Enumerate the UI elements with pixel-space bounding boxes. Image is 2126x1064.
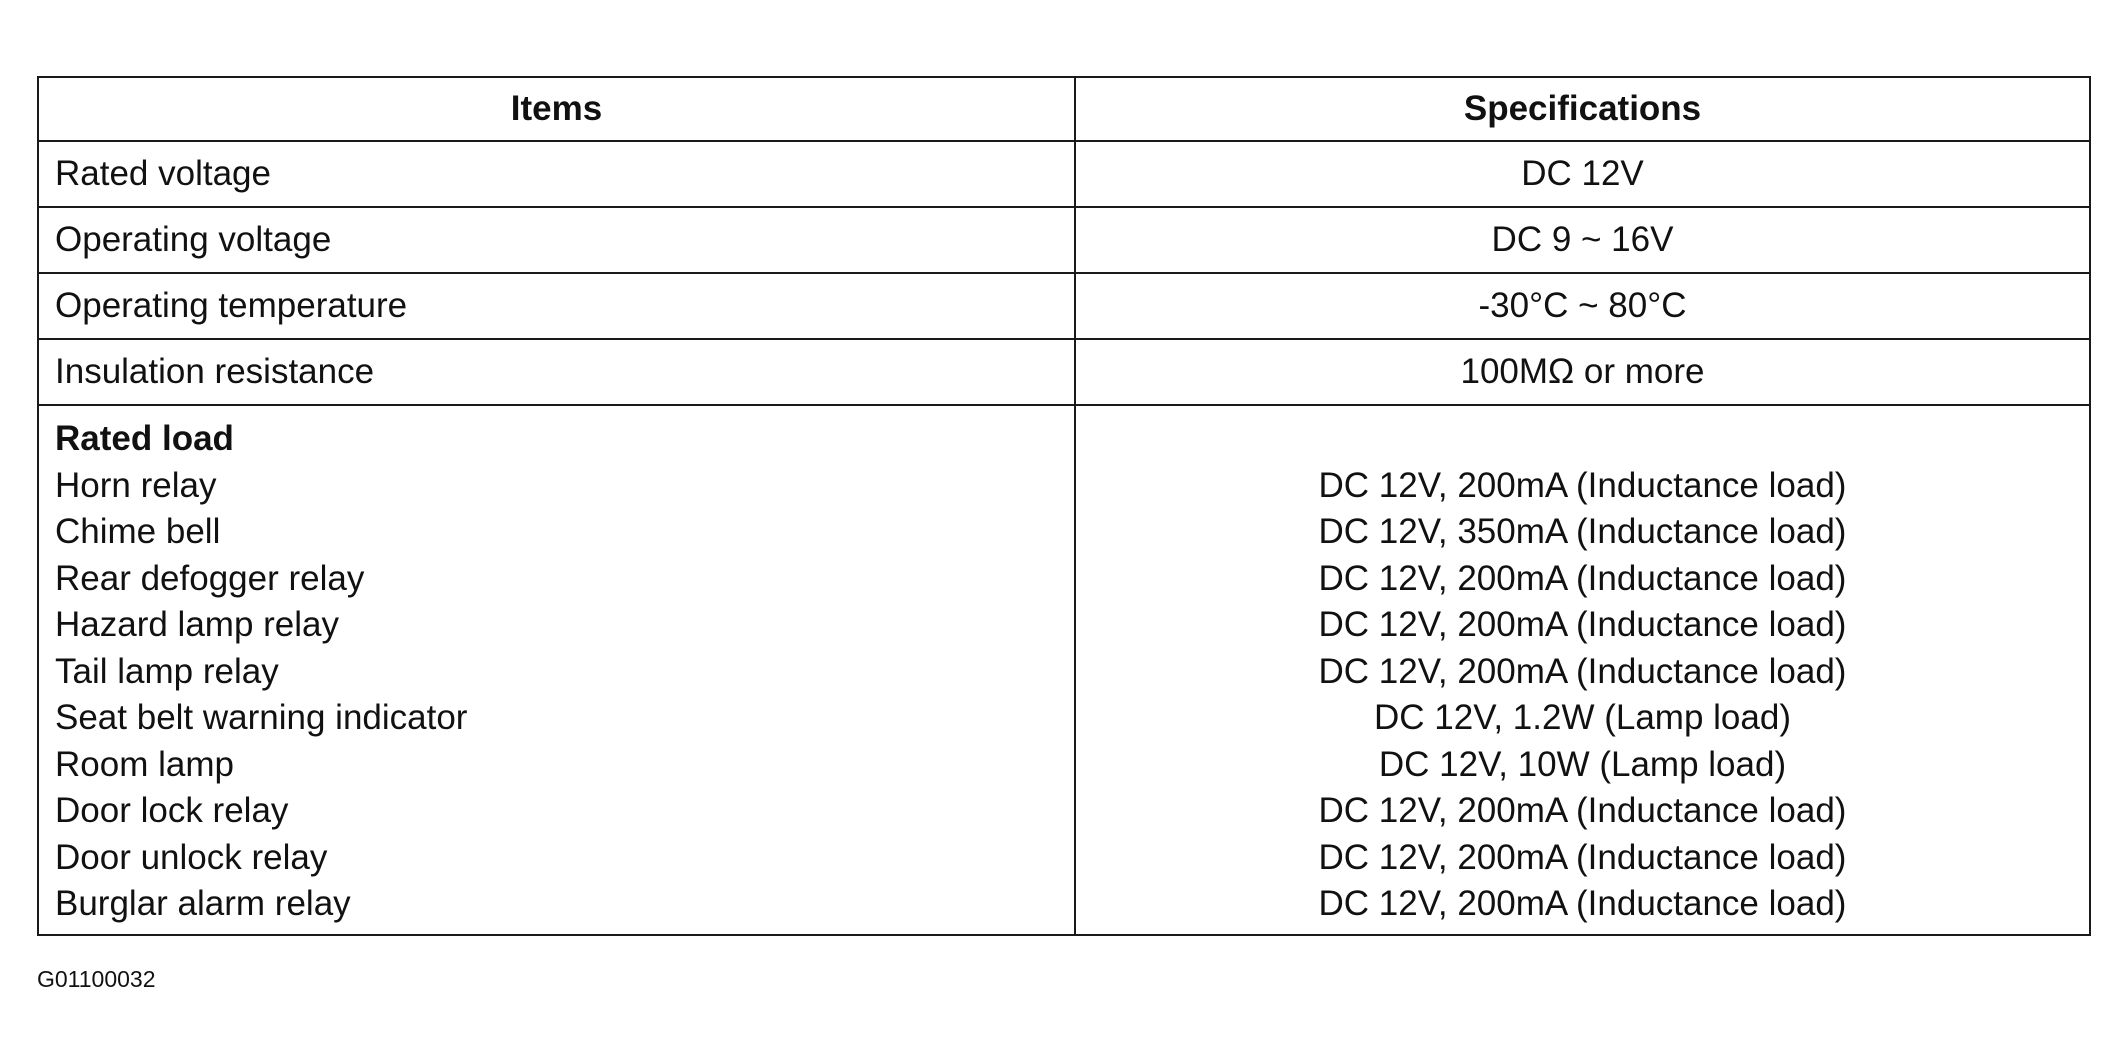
specifications-header: Specifications [1075,77,2090,141]
load-item: Rear defogger relay [55,558,365,598]
rated-load-items-cell [38,405,1075,935]
load-item: Chime bell [55,512,221,551]
spec-cell: -30°C ~ 80°C [1075,273,2090,339]
item-cell: Rated voltage [38,141,1075,207]
item-cell: Operating temperature [38,273,1075,339]
spec-cell: DC 9 ~ 16V [1075,207,2090,273]
load-item: Door unlock relay [55,837,328,877]
rated-load-row [38,405,2090,935]
load-spec: DC 12V, 1.2W (Lamp load) [1374,698,1791,737]
items-header: Items [38,77,1075,141]
table-row [38,339,2090,405]
load-spec: DC 12V, 200mA (Inductance load) [1318,605,1847,644]
load-spec: DC 12V, 350mA (Inductance load) [1318,512,1847,551]
item-cell: Operating voltage [38,207,1075,273]
spec-cell: 100MΩ or more [1075,339,2090,405]
load-spec: DC 12V, 200mA (Inductance load) [1318,837,1847,877]
rated-load-title: Rated load [55,419,234,458]
load-spec: DC 12V, 200mA (Inductance load) [1318,791,1847,830]
load-item: Hazard lamp relay [55,605,339,644]
specifications-table [37,76,2091,936]
load-item: Burglar alarm relay [55,884,351,923]
load-item: Seat belt warning indicator [55,698,468,737]
rated-load-specs-cell [1075,405,2090,935]
load-spec: DC 12V, 200mA (Inductance load) [1318,884,1847,923]
item-cell: Insulation resistance [38,339,1075,405]
table-row [38,141,2090,207]
load-item: Room lamp [55,744,234,784]
load-spec: DC 12V, 200mA (Inductance load) [1318,558,1847,598]
table-row [38,273,2090,339]
load-item: Tail lamp relay [55,651,279,691]
header-row [38,77,2090,141]
spacer-line [1092,416,2073,463]
load-item: Horn relay [55,465,217,505]
load-item: Door lock relay [55,791,289,830]
load-spec: DC 12V, 200mA (Inductance load) [1318,465,1847,505]
load-spec: DC 12V, 10W (Lamp load) [1378,744,1787,784]
figure-code: G01100032 [37,966,156,992]
table-row [38,207,2090,273]
spec-cell: DC 12V [1075,141,2090,207]
load-spec: DC 12V, 200mA (Inductance load) [1318,651,1847,691]
